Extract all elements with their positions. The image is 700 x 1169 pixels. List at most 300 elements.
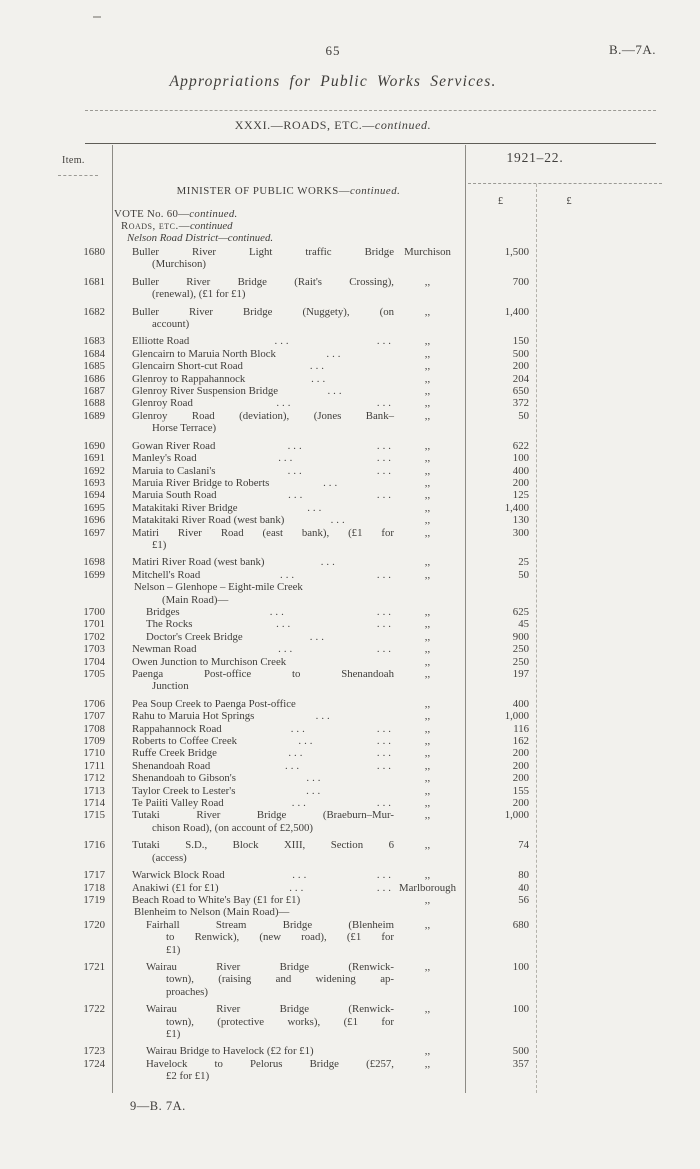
amount: 900 <box>512 630 529 643</box>
locality: ,, <box>424 869 431 882</box>
vote-heading-continued: continued. <box>189 208 238 220</box>
description <box>132 668 394 693</box>
item-number: 1719 <box>83 893 105 906</box>
scan-artifact-dash <box>93 16 101 18</box>
locality: ,, <box>424 360 431 373</box>
item-number: 1714 <box>83 797 105 810</box>
description-text: Shenandoah Road <box>132 759 211 772</box>
amount: 200 <box>512 360 529 373</box>
item-number: 1688 <box>83 397 105 410</box>
leader-dots: ... <box>320 556 338 569</box>
description <box>132 477 394 489</box>
description <box>132 656 394 668</box>
table-row <box>0 1045 700 1057</box>
table-row <box>0 348 700 360</box>
amount: 1,500 <box>504 246 529 258</box>
item-number: 1680 <box>83 246 105 258</box>
amount: 197 <box>512 668 529 680</box>
locality: ,, <box>424 439 431 452</box>
table-row <box>0 698 700 710</box>
description <box>132 527 394 552</box>
table-row <box>0 797 700 809</box>
description <box>132 452 394 464</box>
table-row <box>0 246 700 271</box>
item-number: 1696 <box>83 514 105 527</box>
leader-dots: ... <box>376 881 394 894</box>
leader-dots: ... <box>376 735 394 748</box>
table-row <box>0 919 700 956</box>
item-number: 1693 <box>83 476 105 489</box>
table-row <box>0 772 700 784</box>
district-heading-continued: —continued. <box>218 232 274 244</box>
description <box>132 410 394 435</box>
amount: 162 <box>512 735 529 748</box>
amount: 200 <box>512 772 529 785</box>
description-text: Shenandoah to Gibson's <box>132 772 236 785</box>
locality: ,, <box>424 305 431 318</box>
table-row <box>0 618 700 630</box>
locality: ,, <box>424 514 431 527</box>
item-number: 1720 <box>83 918 105 931</box>
table-row <box>0 397 700 409</box>
item-number: 1716 <box>83 839 105 852</box>
locality: ,, <box>424 464 431 477</box>
table-row <box>0 452 700 464</box>
description-text: Bridges <box>146 605 180 618</box>
locality: ,, <box>424 335 431 348</box>
description-line: (renewal), (£1 for £1) <box>152 288 246 301</box>
locality: ,, <box>424 501 431 514</box>
currency-symbol-col1: £ <box>497 196 504 207</box>
locality: ,, <box>424 839 431 852</box>
leader-dots: ... <box>376 797 394 810</box>
description <box>132 882 394 894</box>
amount: 45 <box>518 618 529 631</box>
leader-dots: ... <box>289 881 307 894</box>
table-row <box>0 1058 700 1083</box>
description-line: town), (protective works), (£1 for <box>166 1015 394 1028</box>
table-row <box>0 1003 700 1040</box>
description-line: Wairau River Bridge (Renwick- <box>146 1003 394 1016</box>
item-number: 1685 <box>83 360 105 373</box>
leader-dots: ... <box>376 618 394 631</box>
description-text: Owen Junction to Murchison Creek <box>132 655 287 668</box>
leader-dots: ... <box>278 643 296 656</box>
amount: 500 <box>512 1045 529 1058</box>
locality: ,, <box>424 347 431 360</box>
year-header-underline <box>468 183 662 184</box>
description-line: Horse Terrace) <box>152 422 217 435</box>
amount: 40 <box>518 881 529 894</box>
leader-dots: ... <box>376 747 394 760</box>
description-line: Paenga Post-office to Shenandoah <box>132 668 394 680</box>
item-number: 1705 <box>83 668 105 680</box>
description <box>132 385 394 397</box>
leader-dots: ... <box>376 722 394 735</box>
locality: ,, <box>424 1057 431 1070</box>
description-text: Glenroy River Suspension Bridge <box>132 385 279 398</box>
description <box>132 869 394 881</box>
amount: 116 <box>513 722 529 735</box>
description <box>146 961 394 998</box>
item-number: 1695 <box>83 501 105 514</box>
description <box>132 569 394 581</box>
amount: 100 <box>512 1003 529 1016</box>
locality: ,, <box>424 385 431 398</box>
description-text: The Rocks <box>146 618 193 631</box>
item-number: 1701 <box>83 618 105 631</box>
item-number: 1717 <box>83 869 105 882</box>
leader-dots: ... <box>309 630 327 643</box>
group-row <box>0 906 700 918</box>
vote-heading <box>114 208 238 220</box>
description-text: Taylor Creek to Lester's <box>132 784 236 797</box>
table-row <box>0 306 700 331</box>
item-number: 1689 <box>83 409 105 422</box>
description <box>146 618 394 630</box>
description-text: Glencairn Short-cut Road <box>132 360 243 373</box>
amount: 130 <box>512 514 529 527</box>
description-line: to Renwick), (new road), (£1 for <box>166 931 394 944</box>
locality: ,, <box>424 697 431 710</box>
description <box>132 465 394 477</box>
description <box>132 894 394 906</box>
item-number: 1704 <box>83 655 105 668</box>
locality: ,, <box>424 556 431 569</box>
amount: 625 <box>512 605 529 618</box>
locality: ,, <box>424 655 431 668</box>
amount: 125 <box>512 489 529 502</box>
table-row <box>0 276 700 301</box>
amount: 56 <box>518 893 529 906</box>
description-line: town), (raising and widening ap- <box>166 973 394 986</box>
locality: ,, <box>424 409 431 422</box>
section-heading-continued: continued. <box>374 118 432 132</box>
description-text: Rahu to Maruia Hot Springs <box>132 710 255 723</box>
description-text: Glencairn to Maruia North Block <box>132 347 276 360</box>
description-line: (Murchison) <box>152 258 206 271</box>
leader-dots: ... <box>276 397 294 410</box>
amount: 357 <box>512 1057 529 1070</box>
item-number: 1694 <box>83 489 105 502</box>
item-number: 1700 <box>83 605 105 618</box>
item-number: 1683 <box>83 335 105 348</box>
locality: ,, <box>424 605 431 618</box>
table-row <box>0 373 700 385</box>
amount: 300 <box>512 526 529 539</box>
locality: ,, <box>424 489 431 502</box>
description <box>132 246 394 271</box>
leader-dots: ... <box>274 335 292 348</box>
locality: ,, <box>424 759 431 772</box>
description-text: Pea Soup Creek to Paenga Post-office <box>132 697 296 710</box>
leader-dots: ... <box>288 747 306 760</box>
locality: ,, <box>424 784 431 797</box>
locality: ,, <box>424 809 431 822</box>
section-heading <box>0 119 666 131</box>
locality: ,, <box>424 526 431 539</box>
minister-heading-continued: continued. <box>350 185 401 197</box>
item-number: 1692 <box>83 464 105 477</box>
item-number: 1708 <box>83 722 105 735</box>
description-line: Buller River Bridge (Nuggety), (on <box>132 305 394 318</box>
description-text: Anakiwi (£1 for £1) <box>132 881 219 894</box>
amount: 680 <box>512 918 529 931</box>
amount: 1,000 <box>504 710 529 723</box>
locality: ,, <box>424 568 431 581</box>
description-line: Havelock to Pelorus Bridge (£257, <box>146 1057 394 1070</box>
vote-heading-prefix: VOTE No. 60— <box>114 208 190 220</box>
amount: 80 <box>518 869 529 882</box>
leader-dots: ... <box>326 347 344 360</box>
description-text: Glenroy to Rappahannock <box>132 372 246 385</box>
leader-dots: ... <box>315 710 333 723</box>
roads-heading <box>121 220 233 232</box>
item-number: 1699 <box>83 568 105 581</box>
description <box>132 360 394 372</box>
leader-dots: ... <box>298 735 316 748</box>
leader-dots: ... <box>307 501 325 514</box>
table-row <box>0 839 700 864</box>
item-number: 1684 <box>83 347 105 360</box>
item-number: 1712 <box>83 772 105 785</box>
group-row <box>0 581 700 606</box>
table-row <box>0 785 700 797</box>
item-number: 1690 <box>83 439 105 452</box>
locality: ,, <box>424 722 431 735</box>
locality: ,, <box>424 735 431 748</box>
document-reference: B.—7A. <box>608 42 656 57</box>
description-text: Te Paiiti Valley Road <box>132 797 224 810</box>
leader-dots: ... <box>309 360 328 373</box>
table-row <box>0 894 700 906</box>
description <box>132 839 394 864</box>
table-row <box>0 656 700 668</box>
leader-dots: ... <box>323 476 341 489</box>
table-rows <box>0 246 700 1088</box>
description-line: £2 for £1) <box>166 1070 210 1083</box>
amount: 200 <box>512 797 529 810</box>
table-row <box>0 760 700 772</box>
locality: ,, <box>424 960 431 973</box>
roads-heading-prefix: Roads, etc.— <box>121 220 190 232</box>
description <box>132 348 394 360</box>
locality: Murchison <box>404 246 451 258</box>
description-line: Wairau River Bridge (Renwick- <box>146 960 394 973</box>
description-text: Newman Road <box>132 643 197 656</box>
description-text: Warwick Block Road <box>132 869 225 882</box>
table-top-rule <box>85 143 656 144</box>
locality: ,, <box>424 476 431 489</box>
description-line: Buller River Bridge (Rait's Crossing), <box>132 275 394 288</box>
amount: 155 <box>512 784 529 797</box>
amount: 622 <box>512 439 529 452</box>
leader-dots: ... <box>376 489 394 502</box>
leader-dots: ... <box>278 452 296 465</box>
description-text: Roberts to Coffee Creek <box>132 735 238 748</box>
locality: ,, <box>424 710 431 723</box>
amount: 204 <box>512 372 529 385</box>
table-row <box>0 465 700 477</box>
table-row <box>0 668 700 693</box>
leader-dots: ... <box>285 759 303 772</box>
item-number: 1707 <box>83 710 105 723</box>
item-number: 1711 <box>83 759 105 772</box>
table-row <box>0 961 700 998</box>
group-heading-line: (Main Road)— <box>162 593 229 606</box>
description <box>132 335 394 347</box>
amount: 74 <box>518 839 529 852</box>
description <box>146 1045 394 1057</box>
locality: ,, <box>424 797 431 810</box>
description <box>132 797 394 809</box>
description <box>132 440 394 452</box>
leader-dots: ... <box>290 722 308 735</box>
table-row <box>0 569 700 581</box>
description-text: Ruffe Creek Bridge <box>132 747 217 760</box>
description <box>132 373 394 385</box>
item-number: 1697 <box>83 526 105 539</box>
leader-dots: ... <box>330 514 348 527</box>
item-column-header: Item. <box>62 155 85 166</box>
locality: ,, <box>424 893 431 906</box>
locality: ,, <box>424 275 431 288</box>
table-row <box>0 335 700 347</box>
description <box>132 735 394 747</box>
leader-dots: ... <box>306 772 324 785</box>
description-text: Manley's Road <box>132 452 197 465</box>
amount: 50 <box>518 568 529 581</box>
locality: Marlborough <box>399 881 456 894</box>
amount: 400 <box>512 464 529 477</box>
minister-heading-prefix: MINISTER OF PUBLIC WORKS— <box>176 185 351 197</box>
description-line: £1) <box>166 1027 181 1040</box>
description <box>132 514 394 526</box>
locality: ,, <box>424 1045 431 1058</box>
description <box>132 698 394 710</box>
item-number: 1702 <box>83 630 105 643</box>
locality: ,, <box>424 372 431 385</box>
amount: 200 <box>512 747 529 760</box>
description-text: Doctor's Creek Bridge <box>146 630 243 643</box>
locality: ,, <box>424 643 431 656</box>
amount: 25 <box>518 556 529 569</box>
leader-dots: ... <box>292 869 310 882</box>
table-row <box>0 723 700 735</box>
amount: 250 <box>512 643 529 656</box>
district-heading <box>127 232 273 244</box>
leader-dots: ... <box>288 489 306 502</box>
description-line: proaches) <box>166 985 208 998</box>
minister-heading <box>112 185 465 197</box>
leader-dots: ... <box>276 618 294 631</box>
description <box>132 747 394 759</box>
leader-dots: ... <box>376 439 394 452</box>
amount: 200 <box>512 476 529 489</box>
description-text: Matiri River Road (west bank) <box>132 556 265 569</box>
description-line: Glenroy Road (deviation), (Jones Bank– <box>132 409 394 422</box>
description <box>132 785 394 797</box>
item-number: 1724 <box>83 1057 105 1070</box>
amount: 700 <box>512 275 529 288</box>
description <box>132 556 394 568</box>
divider-rule-top <box>85 110 656 111</box>
locality: ,, <box>424 397 431 410</box>
item-number: 1691 <box>83 452 105 465</box>
description-line: Fairhall Stream Bridge (Blenheim <box>146 918 394 931</box>
leader-dots: ... <box>376 335 394 348</box>
description-text: Matakitaki River Road (west bank) <box>132 514 285 527</box>
table-row <box>0 631 700 643</box>
description-text: Beach Road to White's Bay (£1 for £1) <box>132 893 301 906</box>
locality: ,, <box>424 668 431 680</box>
description <box>146 631 394 643</box>
table-row <box>0 527 700 552</box>
item-number: 1723 <box>83 1045 105 1058</box>
amount: 1,400 <box>504 305 529 318</box>
year-column-header: 1921–22. <box>506 150 564 165</box>
description <box>132 809 394 834</box>
table-row <box>0 489 700 501</box>
description-text: Elliotte Road <box>132 335 190 348</box>
printers-footer-mark: 9—B. 7A. <box>130 1099 186 1113</box>
item-number: 1686 <box>83 372 105 385</box>
district-heading-name: Nelson Road District <box>127 232 219 244</box>
description-text: Matakitaki River Bridge <box>132 501 238 514</box>
item-number: 1715 <box>83 809 105 822</box>
item-number: 1710 <box>83 747 105 760</box>
description-text: Maruia South Road <box>132 489 217 502</box>
description-text: Gowan River Road <box>132 439 216 452</box>
table-row <box>0 606 700 618</box>
amount: 100 <box>512 452 529 465</box>
table-row <box>0 477 700 489</box>
item-number: 1709 <box>83 735 105 748</box>
description <box>132 760 394 772</box>
leader-dots: ... <box>306 784 324 797</box>
description-line: (access) <box>152 851 187 864</box>
roads-heading-continued: continued <box>190 220 233 232</box>
description-line: chison Road), (on account of £2,500) <box>152 821 314 834</box>
description <box>132 502 394 514</box>
item-number: 1706 <box>83 697 105 710</box>
amount: 150 <box>512 335 529 348</box>
table-row <box>0 882 700 894</box>
description-text: Maruia to Caslani's <box>132 464 216 477</box>
item-number: 1682 <box>83 305 105 318</box>
table-row <box>0 869 700 881</box>
amount: 1,400 <box>504 501 529 514</box>
leader-dots: ... <box>376 869 394 882</box>
amount: 650 <box>512 385 529 398</box>
leader-dots: ... <box>376 452 394 465</box>
group-heading-line: Blenheim to Nelson (Main Road)— <box>134 906 290 919</box>
table-row <box>0 643 700 655</box>
description-line: Junction <box>152 680 189 693</box>
description <box>146 606 394 618</box>
amount: 50 <box>518 409 529 422</box>
table-row <box>0 514 700 526</box>
amount: 1,000 <box>504 809 529 822</box>
amount: 372 <box>512 397 529 410</box>
leader-dots: ... <box>269 605 287 618</box>
locality: ,, <box>424 918 431 931</box>
page-title: Appropriations for Public Works Services. <box>169 73 497 90</box>
item-number: 1713 <box>83 784 105 797</box>
leader-dots: ... <box>311 372 329 385</box>
table-row <box>0 747 700 759</box>
description-line: £1) <box>152 538 167 551</box>
